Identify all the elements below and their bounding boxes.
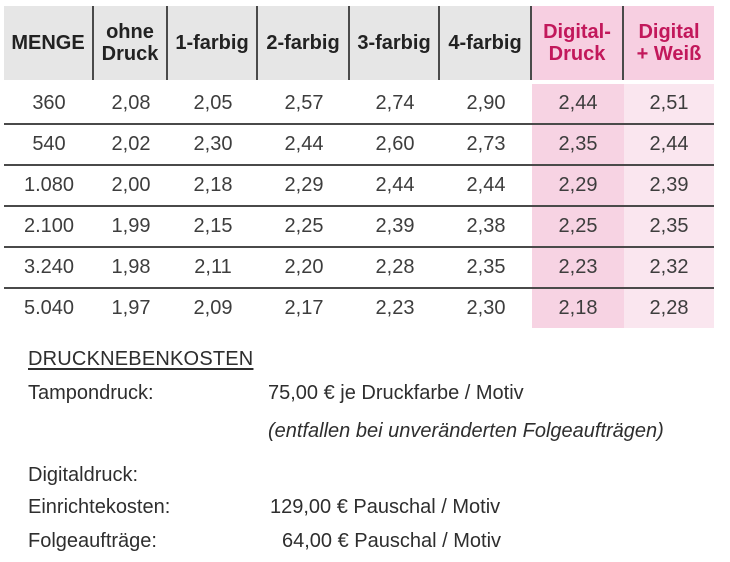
column-divider	[256, 6, 258, 80]
table-cell: 2,23	[375, 297, 415, 319]
table-cell: 3.240	[23, 256, 75, 278]
column-divider	[92, 6, 94, 80]
table-cell: 5.040	[23, 297, 75, 319]
price-table	[4, 6, 714, 330]
table-cell: 2,15	[193, 215, 233, 237]
table-cell: 540	[32, 133, 66, 155]
table-cell: 2,05	[193, 92, 233, 114]
einrichtekosten-value: 129,00 € Pauschal / Motiv	[270, 496, 501, 518]
table-cell: 2,08	[111, 92, 151, 114]
header-text: Digital	[638, 21, 700, 43]
table-cell: 2,32	[624, 248, 714, 287]
table-cell: 2,44	[284, 133, 324, 155]
folgeauftraege-label: Folgeaufträge:	[28, 530, 157, 552]
column-divider	[348, 6, 350, 80]
table-cell: 2,11	[194, 256, 232, 278]
table-cell: 2,28	[624, 289, 714, 328]
3-farbig-header	[350, 6, 438, 80]
table-cell: 2,29	[284, 174, 324, 196]
table-cell: 1,98	[111, 256, 151, 278]
table-cell: 2,28	[375, 256, 415, 278]
header-text: 1-farbig	[175, 32, 249, 54]
folgeauftraege-value: 64,00 € Pauschal / Motiv	[282, 530, 502, 552]
column-divider	[166, 6, 168, 80]
table-cell: 2,35	[624, 207, 714, 246]
table-cell: 2,38	[466, 215, 506, 237]
table-cell: 1.080	[23, 174, 75, 196]
table-cell: 2,51	[624, 84, 714, 123]
table-cell: 2,60	[375, 133, 415, 155]
header-text: 3-farbig	[357, 32, 431, 54]
column-divider	[622, 6, 624, 80]
digitaldruck-label: Digitaldruck:	[28, 464, 139, 486]
table-cell: 2,17	[284, 297, 324, 319]
table-cell: 2,20	[284, 256, 324, 278]
table-cell: 2,09	[193, 297, 233, 319]
column-divider	[438, 6, 440, 80]
table-cell: 2,18	[193, 174, 233, 196]
notes-title: DRUCKNEBENKOSTEN	[28, 348, 254, 370]
table-cell: 2,74	[375, 92, 415, 114]
1-farbig-header	[168, 6, 256, 80]
column-divider	[530, 6, 532, 80]
table-cell: 2,35	[466, 256, 506, 278]
table-row	[4, 125, 714, 166]
table-row	[4, 207, 714, 248]
table-cell: 1,99	[111, 215, 151, 237]
table-cell: 2,18	[532, 289, 624, 328]
table-cell: 2,00	[111, 174, 151, 196]
table-cell: 2,29	[532, 166, 624, 205]
table-cell: 2,23	[532, 248, 624, 287]
digital-weiss-header	[624, 6, 714, 80]
header-text: Druck	[548, 43, 606, 65]
table-cell: 2,44	[624, 125, 714, 164]
table-cell: 2,73	[466, 133, 506, 155]
table-cell: 360	[32, 92, 66, 114]
digital-druck-header	[532, 6, 622, 80]
table-cell: 2,39	[624, 166, 714, 205]
tampondruck-label: Tampondruck:	[28, 382, 154, 404]
table-row	[4, 289, 714, 330]
table-cell: 2,44	[466, 174, 506, 196]
table-row	[4, 166, 714, 207]
table-cell: 2,57	[284, 92, 324, 114]
ohne-druck-header	[94, 6, 166, 80]
table-row	[4, 84, 714, 125]
header-text: Druck	[101, 43, 159, 65]
tampondruck-value: 75,00 € je Druckfarbe / Motiv	[268, 382, 524, 404]
table-cell: 2.100	[23, 215, 75, 237]
table-cell: 2,30	[193, 133, 233, 155]
4-farbig-header	[440, 6, 530, 80]
einrichtekosten-label: Einrichtekosten:	[28, 496, 171, 518]
header-text: ohne	[106, 21, 154, 43]
tampondruck-note: (entfallen bei unveränderten Folgeaufträgen)	[268, 420, 664, 442]
table-cell: 2,25	[284, 215, 324, 237]
header-text: MENGE	[11, 32, 85, 54]
table-cell: 2,44	[375, 174, 415, 196]
table-cell: 2,90	[466, 92, 506, 114]
menge-header	[4, 6, 92, 80]
table-cell: 2,35	[532, 125, 624, 164]
table-cell: 2,25	[532, 207, 624, 246]
table-cell: 1,97	[111, 297, 151, 319]
2-farbig-header	[258, 6, 348, 80]
header-text: + Weiß	[636, 43, 702, 65]
header-text: 2-farbig	[266, 32, 340, 54]
table-row	[4, 248, 714, 289]
header-text: 4-farbig	[448, 32, 522, 54]
table-cell: 2,02	[111, 133, 151, 155]
table-cell: 2,39	[375, 215, 415, 237]
header-text: Digital-	[543, 21, 611, 43]
table-cell: 2,44	[532, 84, 624, 123]
table-cell: 2,30	[466, 297, 506, 319]
